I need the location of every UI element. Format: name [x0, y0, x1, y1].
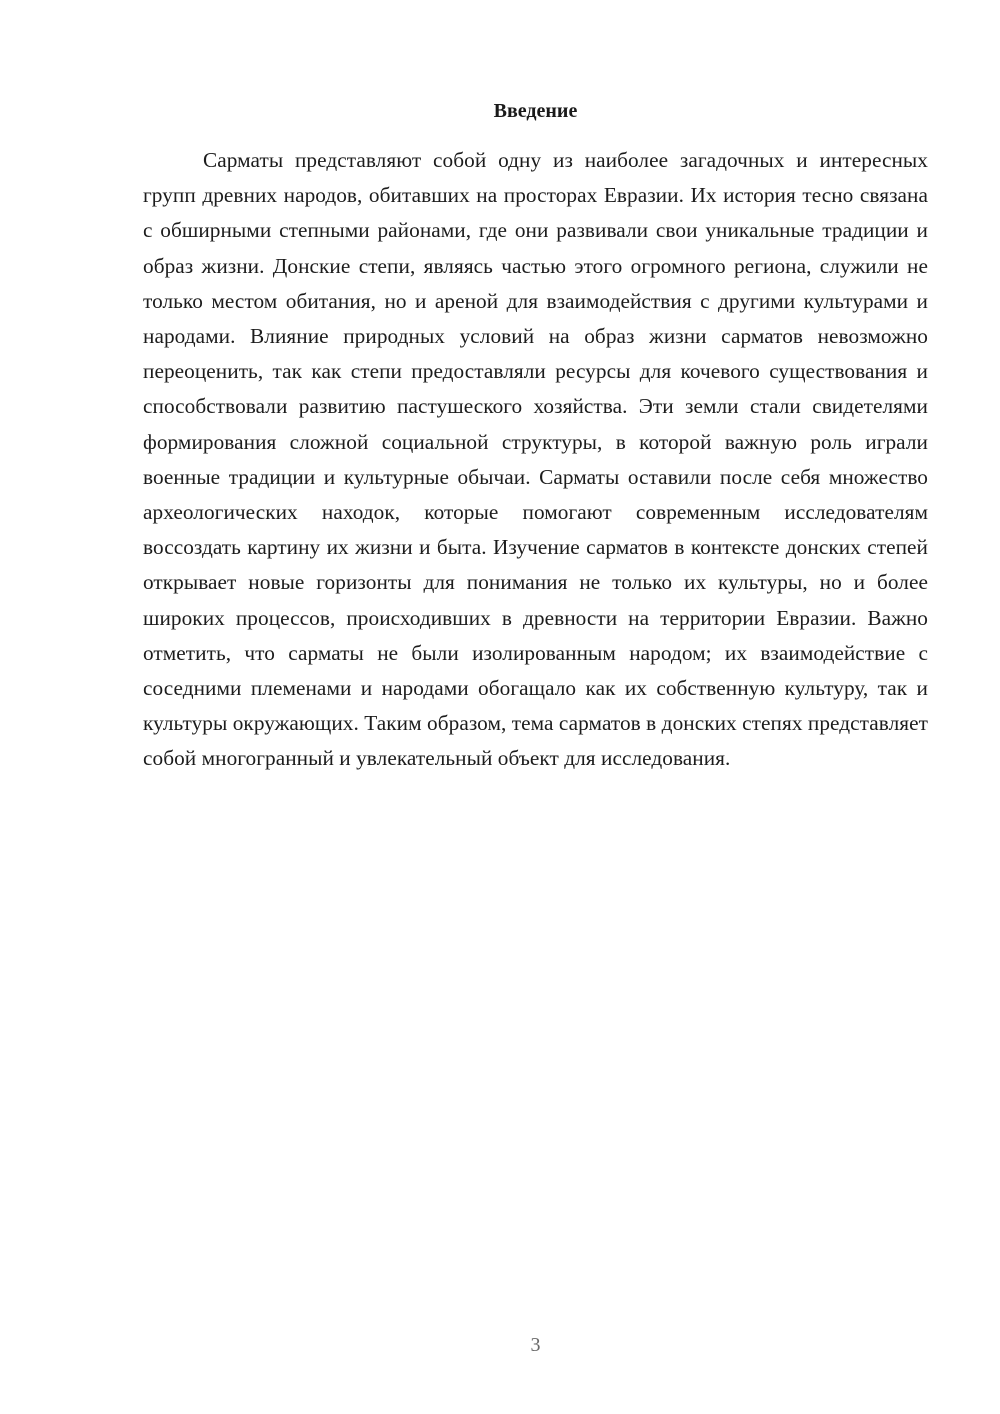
page-number: 3 [530, 1334, 541, 1356]
body-paragraph: Сарматы представляют собой одну из наиболее загадочных и интересных групп древних народов, обитавших на просторах Евразии. Их история тесно связана с обширными степными районами, где они развивали свои уникальные традиции и образ жизни. Донские степи, являясь частью этого огромного региона, служили не только местом обитания, но и ареной для взаимодействия с другими культурами и народами. Влияние природных условий на образ жизни сарматов невозможно переоценить, так как степи предоставляли ресурсы для кочевого существования и способствовали развитию пастушеского хозяйства. Эти земли стали свидетелями формирования сложной социальной структуры, в которой важную роль играли военные традиции и культурные обычаи. Сарматы оставили после себя множество археологических находок, которые помогают современным исследователям воссоздать картину их жизни и быта. Изучение сарматов в контексте донских степей открывает новые горизонты для понимания не только их культуры, но и более широких процессов, происходивших в древности на территории Евразии. Важно отметить, что сарматы не были изолированным народом; их взаимодействие с соседними племенами и народами обогащало как их собственную культуру, так и культуры окружающих. Таким образом, тема сарматов в донских степях представляет собой многогранный и увлекательный объект для исследования. [143, 148, 928, 771]
section-heading: Введение [493, 100, 578, 122]
